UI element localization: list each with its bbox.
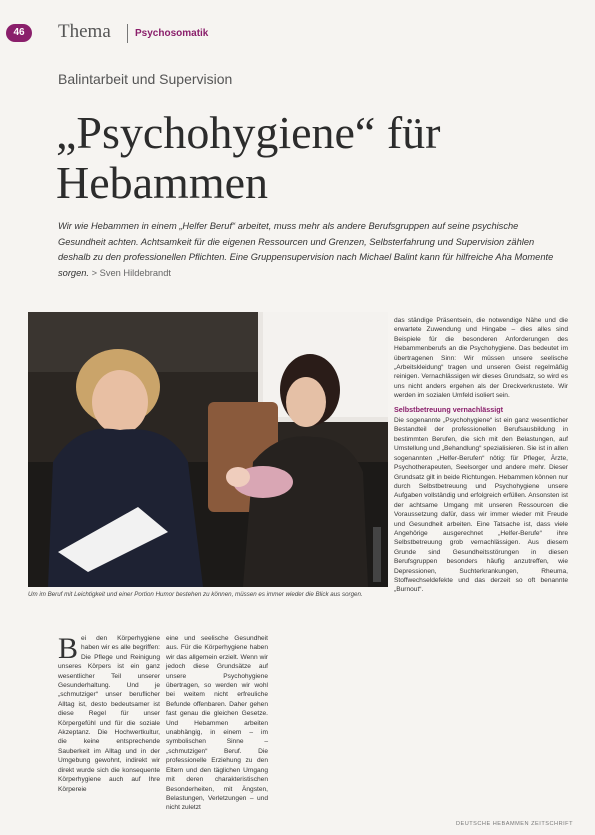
photo-illustration xyxy=(28,312,388,587)
page-footer: DEUTSCHE HEBAMMEN ZEITSCHRIFT xyxy=(455,821,573,827)
body-text-3b: Die sogenannte „Psychohygiene“ ist ein ganz wesentlicher Bestandteil der professionellen Berufsausbildung in bestimmten Berufen, die sich mit den Belastungen, auf Umstellung und „Behandlung“ spezialisieren. Sie ist in allen sogenannten „Helfer-Berufen“ nötig: für Pfleger, Ärzte, Psychotherapeuten, Seelsorger und andere mehr. Dieser Grundsatz gilt in beide Richtungen. Hebammen können nur durch Selbstbetreuung und Psychohygiene unsere Aufgaben vollständig und erfolgreich erfüllen. Ansonsten ist der achtsame Umgang mit unseren Ressourcen die Voraussetzung dafür, dass wir immer wieder mit Freude und Gesundheit arbeiten. Eine Tatsache ist, dass viele Angehörige ausgerechnet „Helfer-Berufe“ ihre Selbstbetreuung grob vernachlässigen. Aus diesem Grunde sind Gesundheitsstörungen in diesen Berufsgruppen besonders häufig anzutreffen, wie Depressionen, Suchterkrankungen, Rheuma, Stoffwechseldefekte und das derzeit so oft benannte „Burnout“. xyxy=(394,417,568,594)
lead-text: Wir wie Hebammen in einem „Helfer Beruf“ arbeitet, muss mehr als andere Berufsgruppen auf seine psychische Gesundheit achten. Achtsamkeit für die eigenen Ressourcen und Grenzen, Selbsterfahrung und Supervision zählen deshalb zu den professionellen Pflichten. Eine Gruppensupervision nach Michael Balint kann für hilfreiche Aha Momente sorgen. xyxy=(58,221,554,279)
body-text-2: eine und seelische Gesundheit aus. Für die Körperhygiene haben wir das allgemein erzielt. Wenn wir jedoch diese Grundsätze auf unsere Psychohygiene übertragen, so werden wir wohl bei weitem nicht erfreuliche Befunde offenbaren. Daher gehen fast genau die gleichen Gesetze. Und Hebammen arbeiten unabhängig, in einem – im symbolischen Sinne – „schmutzigen“ Beruf. Die professionelle Erziehung zu den Eltern und den täglichen Umgang mit deren charakteristischen Besonderheiten, mit Ängsten, Belastungen, Verletzungen – und nicht zuletzt xyxy=(166,635,268,812)
subheading: Selbstbetreuung vernachlässigt xyxy=(394,404,504,414)
title-line-2: Hebammen xyxy=(56,157,269,208)
article-photo xyxy=(28,312,388,587)
section-subrubric: Psychosomatik xyxy=(135,28,209,39)
rubric-divider xyxy=(127,24,128,43)
section-rubric: Thema xyxy=(58,21,111,42)
article-title xyxy=(56,108,441,208)
body-column-2 xyxy=(166,634,268,813)
body-text-1: ei den Körperhygiene haben wir es alle begriffen: Die Pflege und Reinigung unseres Körpers ist ein ganz wesentlicher Teil unserer Gesunderhaltung. Und je „schmutziger“ unser beruflicher Alltag ist, desto bedeutsamer ist diese Regel für unser Körpergefühl und für die soziale Akzeptanz. Die Hochwertkultur, die keine entsprechende Sauberkeit im Alltag und in der Umgebung gewohnt, indirekt wir direkt wurde sich die konsequente Körperhygiene auch auf Ihre Körpereie xyxy=(58,635,160,793)
author-byline: > Sven Hildebrandt xyxy=(91,268,171,279)
body-column-3 xyxy=(394,316,568,595)
title-line-1: „Psychohygiene“ für xyxy=(56,107,441,158)
article-kicker: Balintarbeit und Supervision xyxy=(58,71,233,87)
article-lead xyxy=(58,219,558,282)
photo-caption: Um im Beruf mit Leichtigkeit und einer Portion Humor bestehen zu können, müssen es immer wieder die Blick aus sorgen. xyxy=(28,591,363,598)
drop-cap: B xyxy=(58,632,79,665)
page-number: 46 xyxy=(6,24,32,42)
body-column-1 xyxy=(58,634,160,794)
body-text-3a: das ständige Präsentsein, die notwendige Nähe und die erwartete Zuwendung und Hingabe – dies alles sind Beispiele für die besonderen Anforderungen des Hebammenberufs an die Psychohygiene. Das bedeutet im übertragenen Sinn: Wir müssen unsere seelische „Arbeitskleidung“ tragen und unseren Geist regelmäßig reinigen. Vernachlässigen wir dieses Grundsatz, so wird es uns nicht anders ergehen als der Dreckverkrustete. Wir werden im sozialen Umfeld isoliert sein. xyxy=(394,317,568,400)
